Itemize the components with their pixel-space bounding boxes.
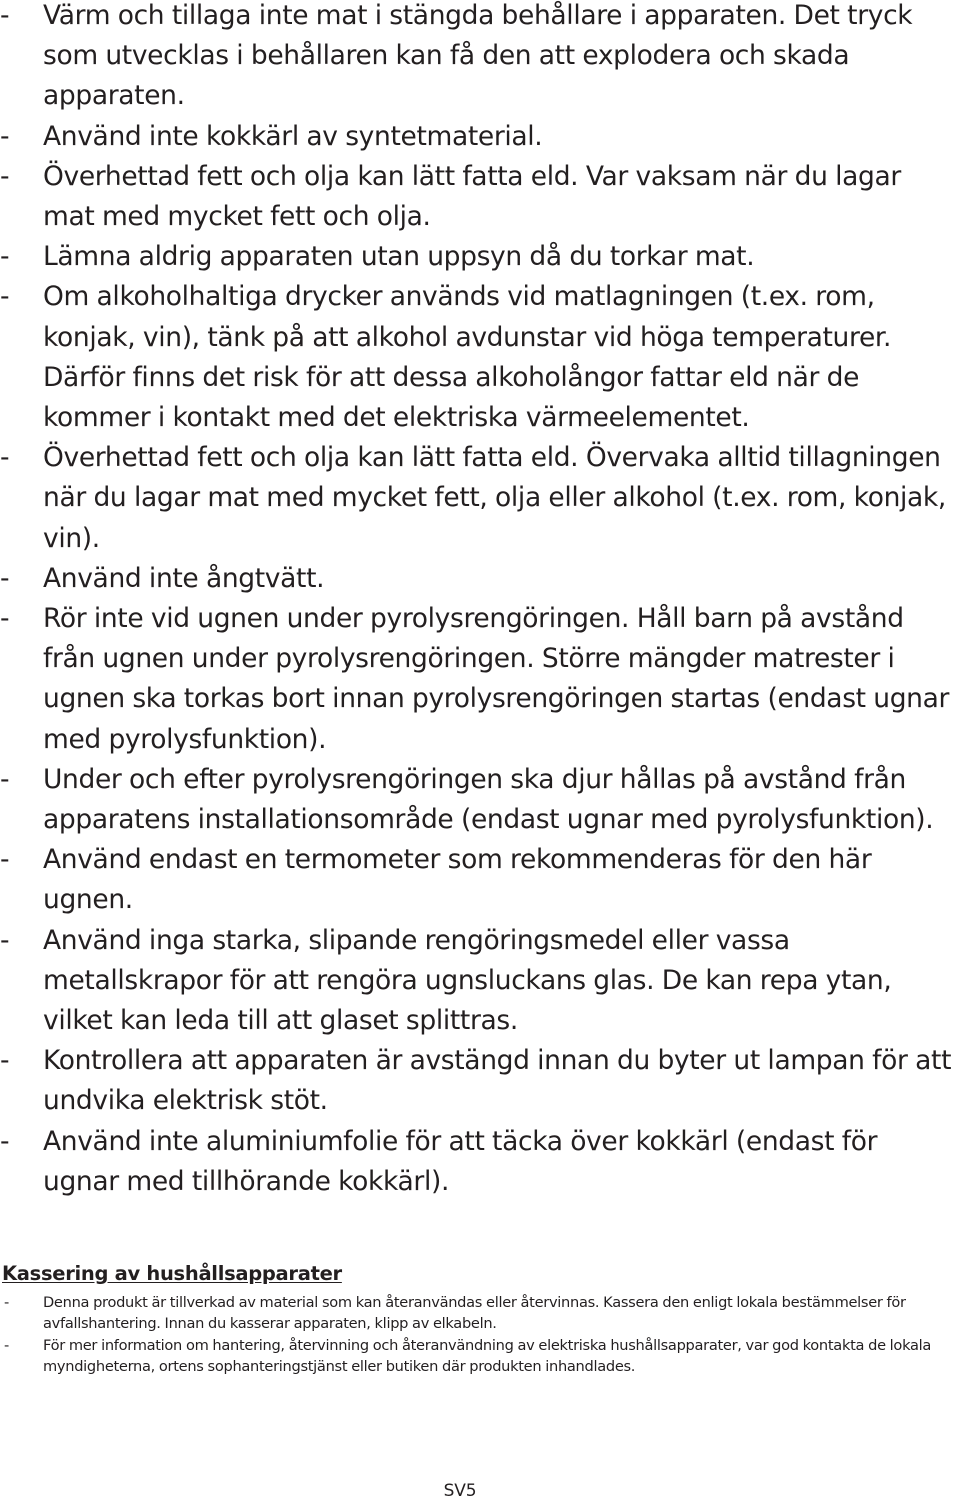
bullet-dash: - [4,1337,9,1354]
list-item-text: Överhettad fett och olja kan lätt fatta eld. Övervaka alltid tillagningen när du lagar mat med mycket fett, olja eller alkohol (t.ex. rom, konjak, vin). [43,442,947,554]
bullet-dash: - [0,120,10,152]
list-item-text: Om alkoholhaltiga drycker används vid matlagningen (t.ex. rom, konjak, vin), tänk på att alkohol avdunstar vid höga temperaturer. Därför finns det risk för att dessa alkoholångor fattar eld när de kommer i kontakt med det elektriska värmeelementet. [43,281,892,434]
list-item [0,921,960,1042]
list-item [0,840,960,920]
list-item [0,157,960,237]
bullet-dash: - [0,1045,10,1077]
list-item-text: Lämna aldrig apparaten utan uppsyn då du torkar mat. [43,241,755,273]
bullet-dash: - [0,160,10,192]
bullet-dash: - [0,603,10,635]
bullet-dash: - [0,562,10,594]
list-item-text: Använd inga starka, slipande rengöringsmedel eller vassa metallskrapor för att rengöra ugnsluckans glas. De kan repa ytan, vilket kan leda till att glaset splittras. [43,924,892,1037]
list-item [0,1041,960,1121]
bullet-dash: - [0,763,10,795]
list-item-text: Använd endast en termometer som rekommenderas för den här ugnen. [43,844,872,916]
list-item [0,117,960,157]
list-item-text: Värm och tillaga inte mat i stängda behållare i apparaten. Det tryck som utvecklas i behållaren kan få den att explodera och skada apparaten. [43,0,913,112]
list-item [0,599,960,760]
list-item-text: För mer information om hantering, återvinning och återanvändning av elektriska hushållsapparater, var god kontakta de lokala myndigheterna, ortens sophanteringstjänst eller butiken där produkten inhandlades. [43,1337,932,1375]
list-item [0,1292,960,1334]
list-item-text: Rör inte vid ugnen under pyrolysrengöringen. Håll barn på avstånd från ugnen under pyrolysrengöringen. Större mängder matrester i ugnen ska torkas bort innan pyrolysrengöringen startas (endast ugnar med pyrolysfunktion). [43,603,950,755]
list-item-text: Kontrollera att apparaten är avstängd innan du byter ut lampan för att undvika elektrisk stöt. [43,1045,952,1117]
list-item [0,559,960,599]
list-item [0,1122,960,1202]
bullet-dash: - [0,241,10,273]
list-item [0,1335,960,1377]
list-item-text: Överhettad fett och olja kan lätt fatta eld. Var vaksam när du lagar mat med mycket fett och olja. [43,160,901,233]
page-number: SV5 [443,1481,477,1501]
list-item-text: Under och efter pyrolysrengöringen ska djur hållas på avstånd från apparatens installationsområde (endast ugnar med pyrolysfunktion). [43,763,934,836]
list-item [0,760,960,840]
bullet-dash: - [0,924,10,956]
list-item [0,277,960,438]
list-item [0,237,960,277]
list-item-text: Använd inte ångtvätt. [43,562,325,594]
bullet-dash: - [0,442,10,474]
list-item-text: Använd inte kokkärl av syntetmaterial. [43,120,543,152]
list-item [0,438,960,559]
bullet-dash: - [0,0,10,31]
list-item-text: Använd inte aluminiumfolie för att täcka över kokkärl (endast för ugnar med tillhörande kokkärl). [43,1125,878,1197]
list-item-text: Denna produkt är tillverkad av material som kan återanvändas eller återvinnas. Kassera den enligt lokala bestämmelser för avfallshantering. Innan du kasserar apparaten, klipp av elkabeln. [43,1294,906,1332]
disposal-section-title: Kassering av hushållsapparater [2,1262,342,1285]
list-item [0,0,960,117]
bullet-dash: - [0,844,10,876]
bullet-dash: - [4,1294,9,1311]
bullet-dash: - [0,1125,10,1157]
disposal-list [0,1292,960,1378]
bullet-dash: - [0,281,10,313]
